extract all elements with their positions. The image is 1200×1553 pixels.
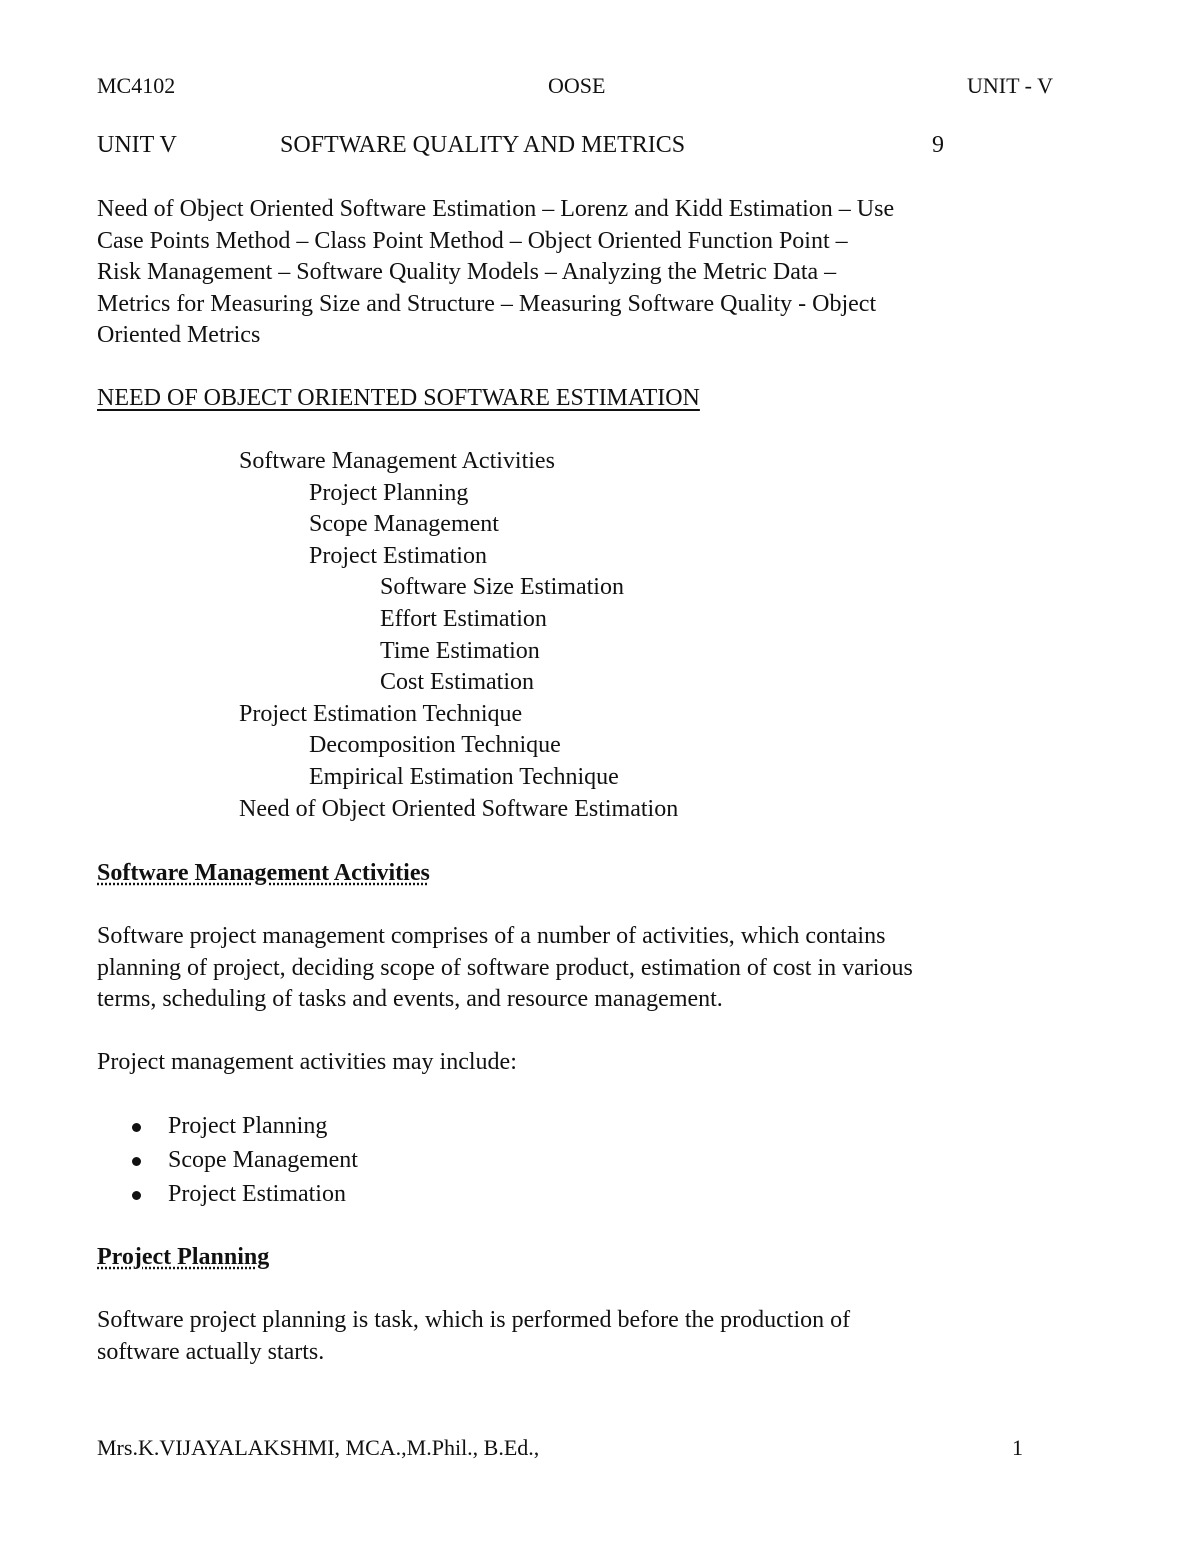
outline-item: Time Estimation: [380, 637, 540, 664]
outline-item: Software Management Activities: [239, 448, 555, 474]
syllabus-line: Metrics for Measuring Size and Structure – Measuring Software Quality - Object: [97, 290, 877, 317]
syllabus-paragraph: [97, 194, 1057, 352]
header-unit: UNIT - V: [967, 73, 1053, 98]
list-item-text: Scope Management: [168, 1147, 358, 1173]
header-subject: OOSE: [548, 73, 606, 98]
list-item-text: Project Planning: [168, 1113, 328, 1139]
list-item-text: Project Estimation: [168, 1181, 346, 1207]
paragraph-line: Software project management comprises of a number of activities, which contains: [97, 923, 886, 949]
sma-intro: [97, 1047, 1057, 1079]
bullet-icon: [132, 1191, 141, 1200]
paragraph-line: terms, scheduling of tasks and events, and resource management.: [97, 986, 723, 1012]
outline-item: Cost Estimation: [380, 669, 535, 696]
section-heading: NEED OF OBJECT ORIENTED SOFTWARE ESTIMATION: [97, 385, 700, 411]
paragraph-line: Software project planning is task, which is performed before the production of: [97, 1307, 851, 1333]
outline-item: Effort Estimation: [380, 605, 547, 632]
bullet-icon: [132, 1157, 141, 1166]
outline-item: Empirical Estimation Technique: [309, 763, 619, 790]
project-planning-heading: Project Planning: [97, 1244, 270, 1270]
page-number: 1: [1012, 1435, 1023, 1460]
project-planning-paragraph: [97, 1305, 1057, 1368]
syllabus-line: Need of Object Oriented Software Estimation – Lorenz and Kidd Estimation – Use: [97, 196, 895, 222]
syllabus-line: Oriented Metrics: [97, 322, 261, 348]
paragraph-line: planning of project, deciding scope of software product, estimation of cost in various: [97, 954, 913, 981]
outline-item: Scope Management: [309, 511, 499, 538]
outline-item: Need of Object Oriented Software Estimation: [239, 795, 679, 822]
syllabus-line: Risk Management – Software Quality Models – Analyzing the Metric Data –: [97, 259, 837, 285]
syllabus-line: Case Points Method – Class Point Method – Object Oriented Function Point –: [97, 227, 848, 254]
outline-item: Software Size Estimation: [380, 574, 624, 601]
outline-item: Project Planning: [309, 479, 469, 506]
unit-hours: 9: [932, 132, 944, 158]
paragraph-line: Project management activities may include:: [97, 1049, 517, 1075]
unit-title: SOFTWARE QUALITY AND METRICS: [280, 132, 686, 158]
topic-outline: [0, 446, 1200, 825]
paragraph-line: software actually starts.: [97, 1338, 325, 1365]
unit-label: UNIT V: [97, 132, 177, 158]
sma-paragraph: [97, 921, 1057, 1016]
outline-item: Project Estimation: [309, 542, 487, 569]
outline-item: Decomposition Technique: [309, 732, 561, 759]
bullet-icon: [132, 1123, 141, 1132]
footer-author: Mrs.K.VIJAYALAKSHMI, MCA.,M.Phil., B.Ed.,: [97, 1435, 540, 1460]
sma-heading: Software Management Activities: [97, 860, 430, 886]
outline-item: Project Estimation Technique: [239, 700, 523, 727]
header-course-code: MC4102: [97, 73, 176, 98]
